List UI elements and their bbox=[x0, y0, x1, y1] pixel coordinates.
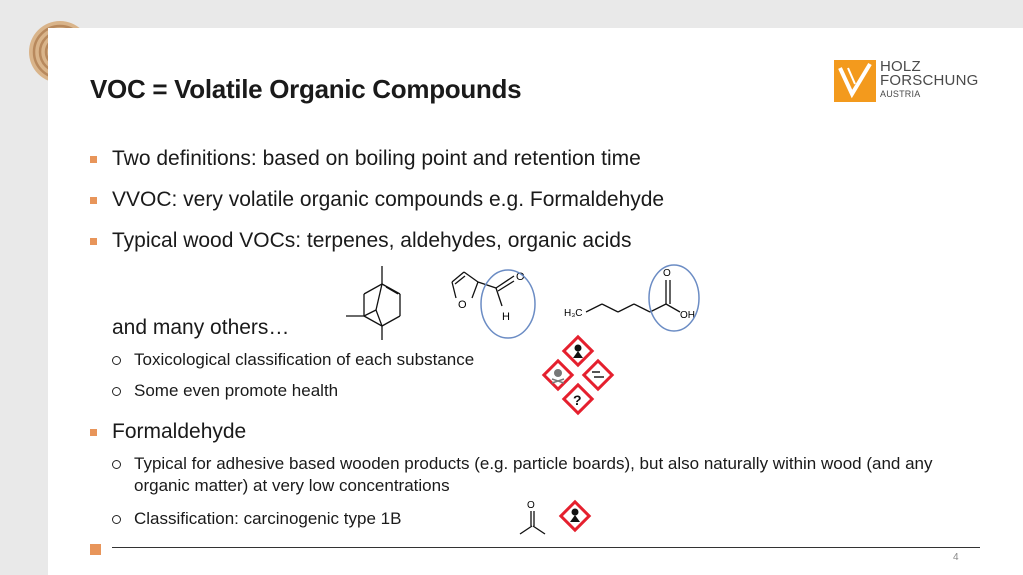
slide-title: VOC = Volatile Organic Compounds bbox=[90, 74, 522, 104]
sub-bullet-marker bbox=[112, 515, 121, 524]
sub-bullet-marker bbox=[112, 356, 121, 365]
acid-o: O bbox=[663, 268, 671, 279]
pinene-structure bbox=[342, 262, 422, 342]
acid-ch3: H₃C bbox=[564, 308, 583, 319]
hazard-skull-icon bbox=[544, 361, 572, 389]
bullet-marker bbox=[90, 156, 97, 163]
sub-item-text: Classification: carcinogenic type 1B bbox=[134, 509, 402, 528]
bullet-marker bbox=[90, 238, 97, 245]
footer-marker bbox=[90, 544, 101, 555]
hazard-pictograms bbox=[538, 339, 618, 419]
bullet-marker bbox=[90, 197, 97, 204]
hexanoic-acid-structure bbox=[560, 258, 720, 338]
formaldehyde-structure bbox=[516, 498, 550, 538]
logo-line3: AUSTRIA bbox=[880, 89, 921, 99]
page-number: 4 bbox=[953, 552, 959, 563]
company-logo bbox=[834, 58, 984, 104]
furfural-ring-o: O bbox=[458, 299, 467, 311]
form-o: O bbox=[527, 500, 535, 511]
hazard-health-icon bbox=[564, 337, 592, 365]
slide bbox=[48, 28, 1023, 575]
sub-item-text: Toxicological classification of each substance bbox=[134, 350, 475, 369]
logo-line1: HOLZ bbox=[880, 58, 921, 75]
hazard-exclamation-icon bbox=[564, 385, 592, 413]
bullet-text: Two definitions: based on boiling point and retention time bbox=[112, 147, 641, 170]
sub-bullet-marker bbox=[112, 460, 121, 469]
bullet-text: VVOC: very volatile organic compounds e.g. Formaldehyde bbox=[112, 188, 665, 211]
formaldehyde-heading: Formaldehyde bbox=[112, 420, 247, 443]
bullet-text: Typical wood VOCs: terpenes, aldehydes, organic acids bbox=[112, 229, 632, 252]
furfural-structure bbox=[444, 262, 544, 342]
sub-item-text: Some even promote health bbox=[134, 381, 339, 400]
hazard-corrosion-icon bbox=[584, 361, 612, 389]
bullet-marker bbox=[90, 429, 97, 436]
logo-line2: FORSCHUNG bbox=[880, 72, 979, 89]
furfural-o: O bbox=[516, 271, 525, 283]
logo-mark-icon bbox=[834, 60, 876, 102]
furfural-h: H bbox=[502, 311, 510, 323]
sub-item-text: Typical for adhesive based wooden products (e.g. particle boards), but also naturally within wood (and any organic matter) at very low concentrations bbox=[134, 454, 933, 495]
acid-oh: OH bbox=[680, 310, 695, 321]
highlight-circle bbox=[649, 265, 699, 331]
and-many-others: and many others… bbox=[112, 316, 290, 339]
hazard-health-icon bbox=[557, 498, 593, 534]
footer-divider bbox=[112, 547, 980, 548]
svg-text:?: ? bbox=[573, 392, 582, 408]
sub-bullet-marker bbox=[112, 387, 121, 396]
